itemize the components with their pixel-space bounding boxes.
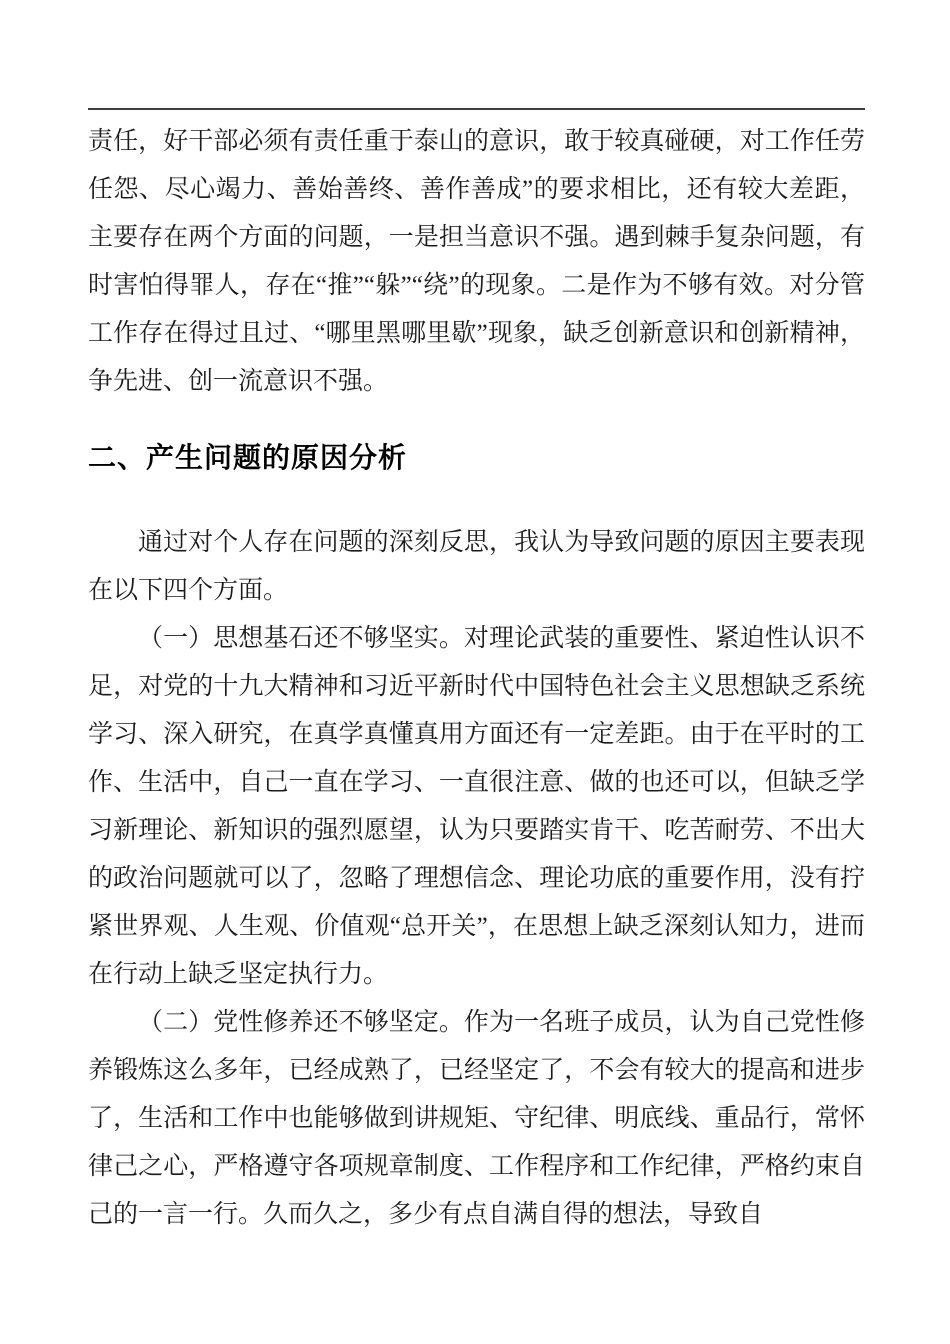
intro-paragraph: 通过对个人存在问题的深刻反思，我认为导致问题的原因主要表现在以下四个方面。 <box>88 529 865 604</box>
cause-paragraph-2: （二）党性修养还不够坚定。作为一名班子成员，认为自己党性修养锻炼这么多年，已经成熟了，已经坚定了，不会有较大的提高和进步了，生活和工作中也能够做到讲规矩、守纪律、明底线、重品行，常怀律己之心，严格遵守各项规章制度、工作程序和工作纪律，严格约束自己的一言一行。久而久之，多少有点自满自得的想法，导致自 <box>88 1009 865 1228</box>
continuation-paragraph: 责任，好干部必须有责任重于泰山的意识，敢于较真碰硬，对工作任劳任怨、尽心竭力、善始善终、善作善成”的要求相比，还有较大差距，主要存在两个方面的问题，一是担当意识不强。遇到棘手复杂问题，有时害怕得罪人，存在“推”“躲”“绕”的现象。二是作为不够有效。对分管工作存在得过且过、“哪里黑哪里歇”现象，缺乏创新意识和创新精神，争先进、创一流意识不强。 <box>88 128 865 395</box>
cause-paragraph-1: （一）思想基石还不够坚实。对理论武装的重要性、紧迫性认识不足，对党的十九大精神和习近平新时代中国特色社会主义思想缺乏系统学习、深入研究，在真学真懂真用方面还有一定差距。由于在平时的工作、生活中，自己一直在学习、一直很注意、做的也还可以，但缺乏学习新理论、新知识的强烈愿望，认为只要踏实肯干、吃苦耐劳、不出大的政治问题就可以了，忽略了理想信念、理论功底的重要作用，没有拧紧世界观、人生观、价值观“总开关”，在思想上缺乏深刻认知力，进而在行动上缺乏坚定执行力。 <box>88 625 865 988</box>
section-heading: 二、产生问题的原因分析 <box>88 442 408 473</box>
header-separator-line <box>88 108 865 110</box>
